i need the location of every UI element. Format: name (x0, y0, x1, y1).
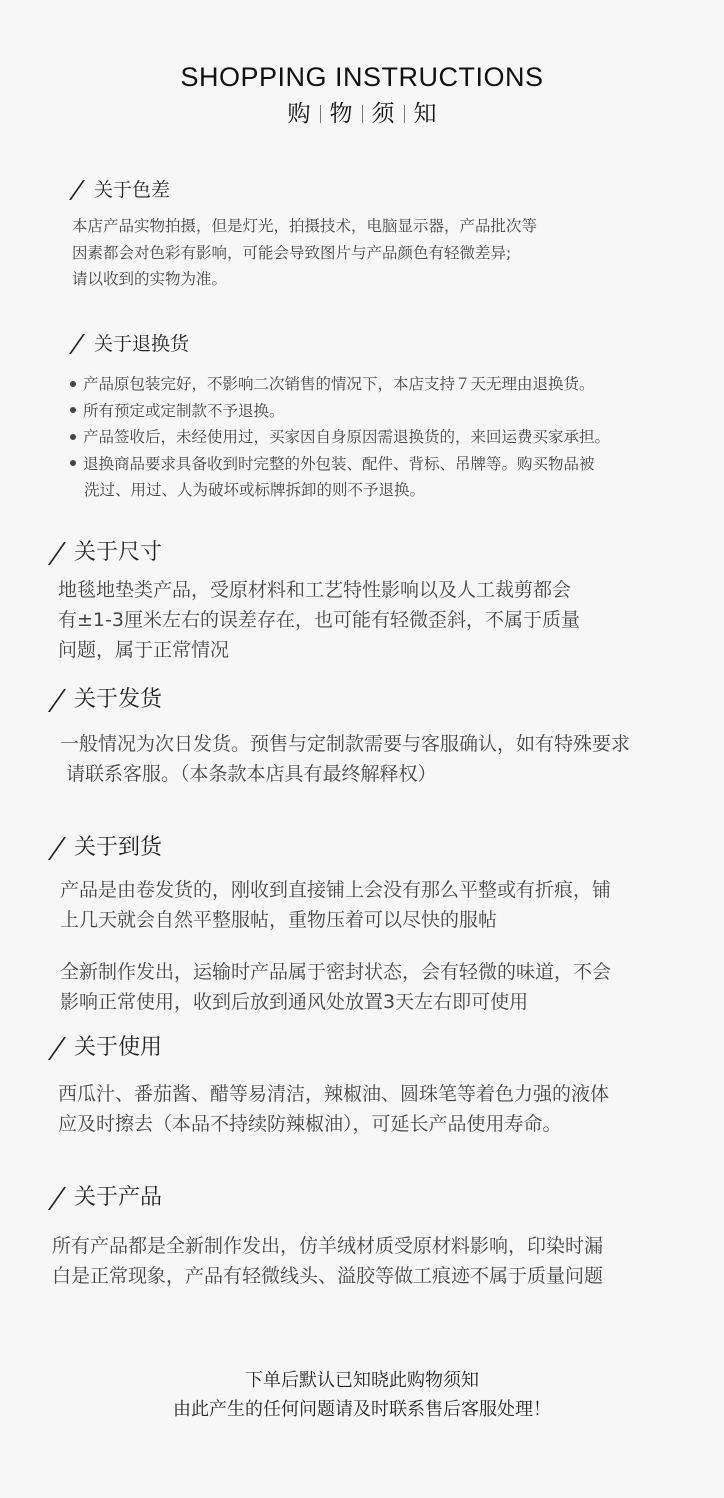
list-item: 退换商品要求具备收到时完整的外包装、配件、背标、吊牌等。购买物品被 (70, 451, 724, 478)
body-line: 因素都会对色彩有影响，可能会导致图片与产品颜色有轻微差异; (72, 243, 512, 262)
header-title-en: SHOPPING INSTRUCTIONS (180, 62, 544, 92)
slash-icon (48, 542, 66, 565)
header-char: 物 (329, 101, 353, 127)
section-heading (56, 538, 724, 568)
page-header (0, 60, 724, 130)
header-divider (404, 105, 405, 123)
section-title: 关于到货 (74, 835, 163, 860)
header-char: 知 (413, 101, 437, 127)
section-heading (56, 685, 724, 715)
bullet-icon (70, 381, 76, 387)
header-divider (320, 105, 321, 123)
list-item: 所有预定或定制款不予退换。 (70, 398, 724, 425)
header-divider (362, 105, 363, 123)
body-line: 全新制作发出，运输时产品属于密封状态，会有轻微的味道，不会 (60, 961, 612, 983)
body-line: 一般情况为次日发货。预售与定制款需要与客服确认，如有特殊要求 (60, 733, 631, 755)
section-heading (76, 331, 724, 357)
section-body (58, 1079, 724, 1139)
section-body (72, 213, 724, 293)
slash-icon (48, 689, 66, 712)
section-body (70, 371, 724, 504)
list-item-continuation: 洗过、用过、人为破坏或标牌拆卸的则不予退换。 (84, 481, 426, 499)
body-line: 产品是由卷发货的，刚收到直接铺上会没有那么平整或有折痕，铺 (60, 879, 612, 901)
section-heading (76, 177, 724, 203)
body-line: 应及时擦去（本品不持续防辣椒油），可延长产品使用寿命。 (58, 1113, 562, 1135)
section-title: 关于使用 (74, 1035, 163, 1060)
section-heading (56, 1183, 724, 1213)
body-line: 西瓜汁、番茄酱、醋等易清洁，辣椒油、圆珠笔等着色力强的液体 (58, 1083, 610, 1105)
section-title: 关于退换货 (94, 333, 190, 355)
section-body (58, 575, 724, 665)
footer-notice (0, 1366, 724, 1424)
section-title: 关于色差 (94, 179, 171, 201)
body-line: 上几天就会自然平整服帖，重物压着可以尽快的服帖 (60, 909, 498, 931)
section-title: 关于发货 (74, 687, 163, 712)
section-product (0, 1183, 724, 1291)
body-line: 影响正常使用，收到后放到通风处放置3天左右即可使用 (60, 991, 529, 1013)
section-shipping (0, 685, 724, 789)
footer-line: 由此产生的任何问题请及时联系售后客服处理！ (173, 1399, 551, 1420)
body-line: 本店产品实物拍摄，但是灯光，拍摄技术，电脑显示器，产品批次等 (72, 217, 538, 235)
body-line: 问题，属于正常情况 (58, 639, 230, 661)
section-color-difference (0, 177, 724, 293)
body-line: 所有产品都是全新制作发出，仿羊绒材质受原材料影响，印染时漏 (52, 1235, 604, 1257)
footer-line: 下单后默认已知晓此购物须知 (245, 1370, 479, 1391)
section-heading (56, 833, 724, 863)
section-size (0, 538, 724, 665)
slash-icon (48, 1187, 66, 1210)
section-title: 关于产品 (74, 1185, 163, 1210)
list-item: 产品原包装完好，不影响二次销售的情况下，本店支持７天无理由退换货。 (70, 371, 724, 398)
section-body (60, 729, 724, 789)
bullet-icon (70, 460, 76, 466)
section-title: 关于尺寸 (74, 540, 163, 565)
section-body (60, 875, 724, 1017)
header-char: 购 (287, 101, 311, 127)
section-heading (56, 1033, 724, 1063)
bullet-icon (70, 407, 76, 413)
body-line: 请联系客服。（本条款本店具有最终解释权） (60, 763, 437, 785)
body-line: 地毯地垫类产品，受原材料和工艺特性影响以及人工裁剪都会 (58, 579, 572, 601)
slash-icon (48, 837, 66, 860)
bullet-icon (70, 434, 76, 440)
section-arrival (0, 833, 724, 1017)
section-returns (0, 331, 724, 504)
slash-icon (48, 1037, 66, 1060)
body-line: 有±1-3厘米左右的误差存在，也可能有轻微歪斜，不属于质量 (58, 609, 580, 631)
slash-icon (69, 180, 85, 200)
body-line: 白是正常现象，产品有轻微线头、溢胶等做工痕迹不属于质量问题 (52, 1265, 604, 1287)
body-line: 请以收到的实物为准。 (72, 270, 228, 288)
slash-icon (69, 334, 85, 354)
section-body (52, 1231, 724, 1291)
section-usage (0, 1033, 724, 1139)
header-title-zh (0, 98, 724, 130)
list-item: 产品签收后，未经使用过，买家因自身原因需退换货的，来回运费买家承担。 (70, 424, 724, 451)
header-char: 须 (371, 101, 395, 127)
